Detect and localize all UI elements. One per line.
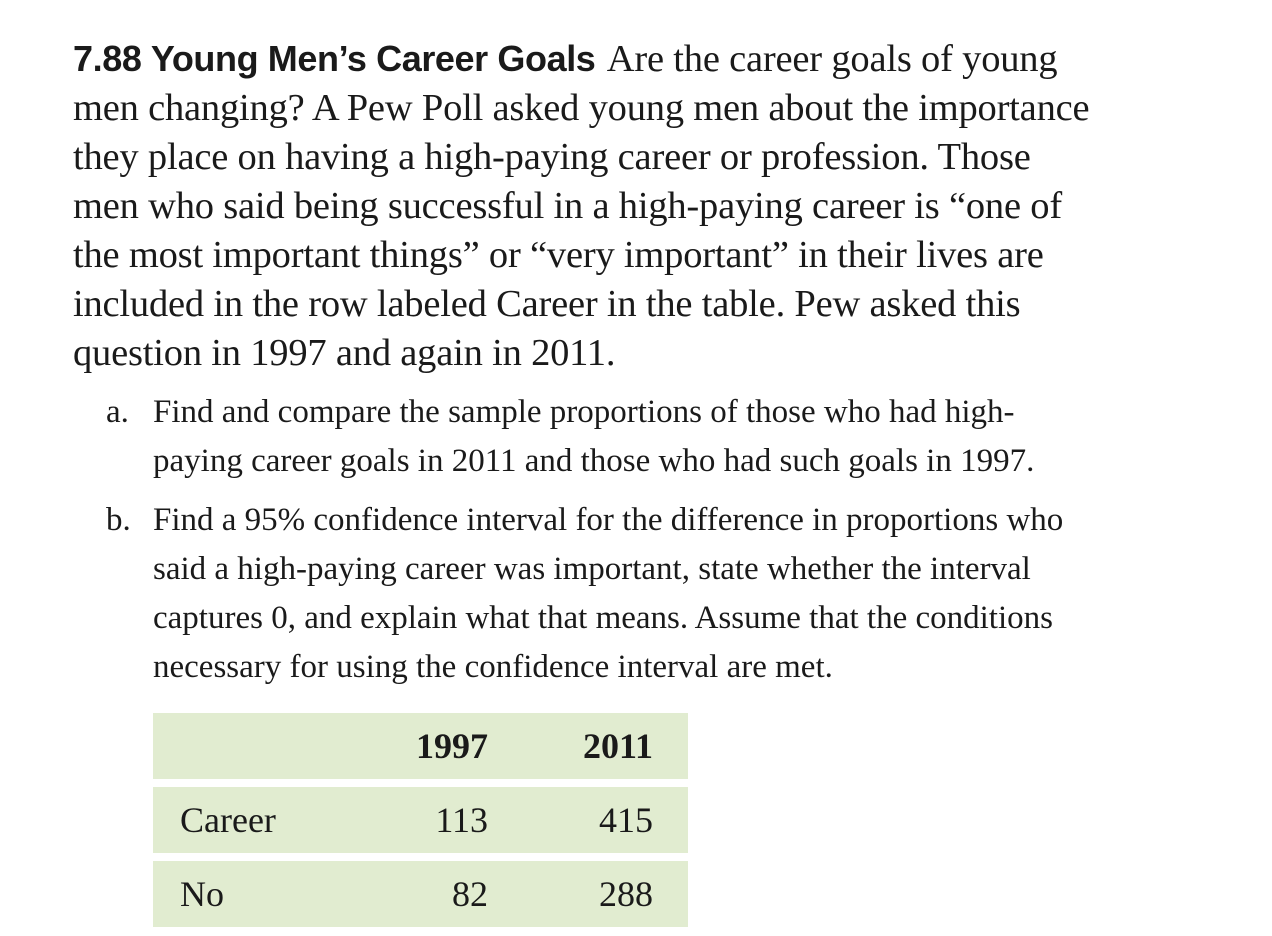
table-cell: 82: [452, 874, 488, 914]
row-label: No: [180, 874, 224, 914]
table-cell: 288: [599, 874, 653, 914]
problem-title: Young Men’s Career Goals: [150, 38, 596, 79]
intro-line: the most important things” or “very important” in their lives are: [73, 234, 1044, 276]
table-cell: 113: [435, 800, 488, 840]
table-row: [153, 787, 688, 853]
table-header-cell: 1997: [416, 726, 488, 766]
table-row: [153, 861, 688, 927]
table-cell: 415: [599, 800, 653, 840]
table-header-cell: 2011: [582, 726, 653, 766]
part-line: Find and compare the sample proportions of those who had high-: [153, 394, 1015, 430]
part-line: said a high-paying career was important, state whether the interval: [153, 551, 1031, 587]
part-marker: a.: [106, 394, 129, 430]
intro-line: included in the row labeled Career in the table. Pew asked this: [73, 283, 1021, 325]
problem-number: 7.88: [73, 38, 142, 79]
row-label: Career: [180, 800, 276, 840]
intro-line: Are the career goals of young: [606, 38, 1058, 80]
part-line: paying career goals in 2011 and those who had such goals in 1997.: [153, 443, 1035, 479]
part-line: Find a 95% confidence interval for the difference in proportions who: [153, 502, 1064, 538]
part-marker: b.: [106, 502, 131, 538]
intro-line: question in 1997 and again in 2011.: [73, 332, 616, 374]
intro-line: they place on having a high-paying career or profession. Those: [73, 136, 1031, 178]
problem-parts: [106, 388, 1226, 702]
table-header-row: [153, 713, 688, 779]
data-table: [153, 713, 688, 935]
part-line: captures 0, and explain what that means. Assume that the conditions: [153, 600, 1053, 636]
problem-text: [73, 34, 1213, 378]
intro-line: men who said being successful in a high-paying career is “one of: [73, 185, 1062, 227]
problem-first-line: [73, 34, 1213, 84]
part-line: necessary for using the confidence interval are met.: [153, 649, 833, 685]
intro-line: men changing? A Pew Poll asked young men about the importance: [73, 87, 1090, 129]
part-b: [106, 496, 1226, 692]
part-a: [106, 388, 1226, 486]
